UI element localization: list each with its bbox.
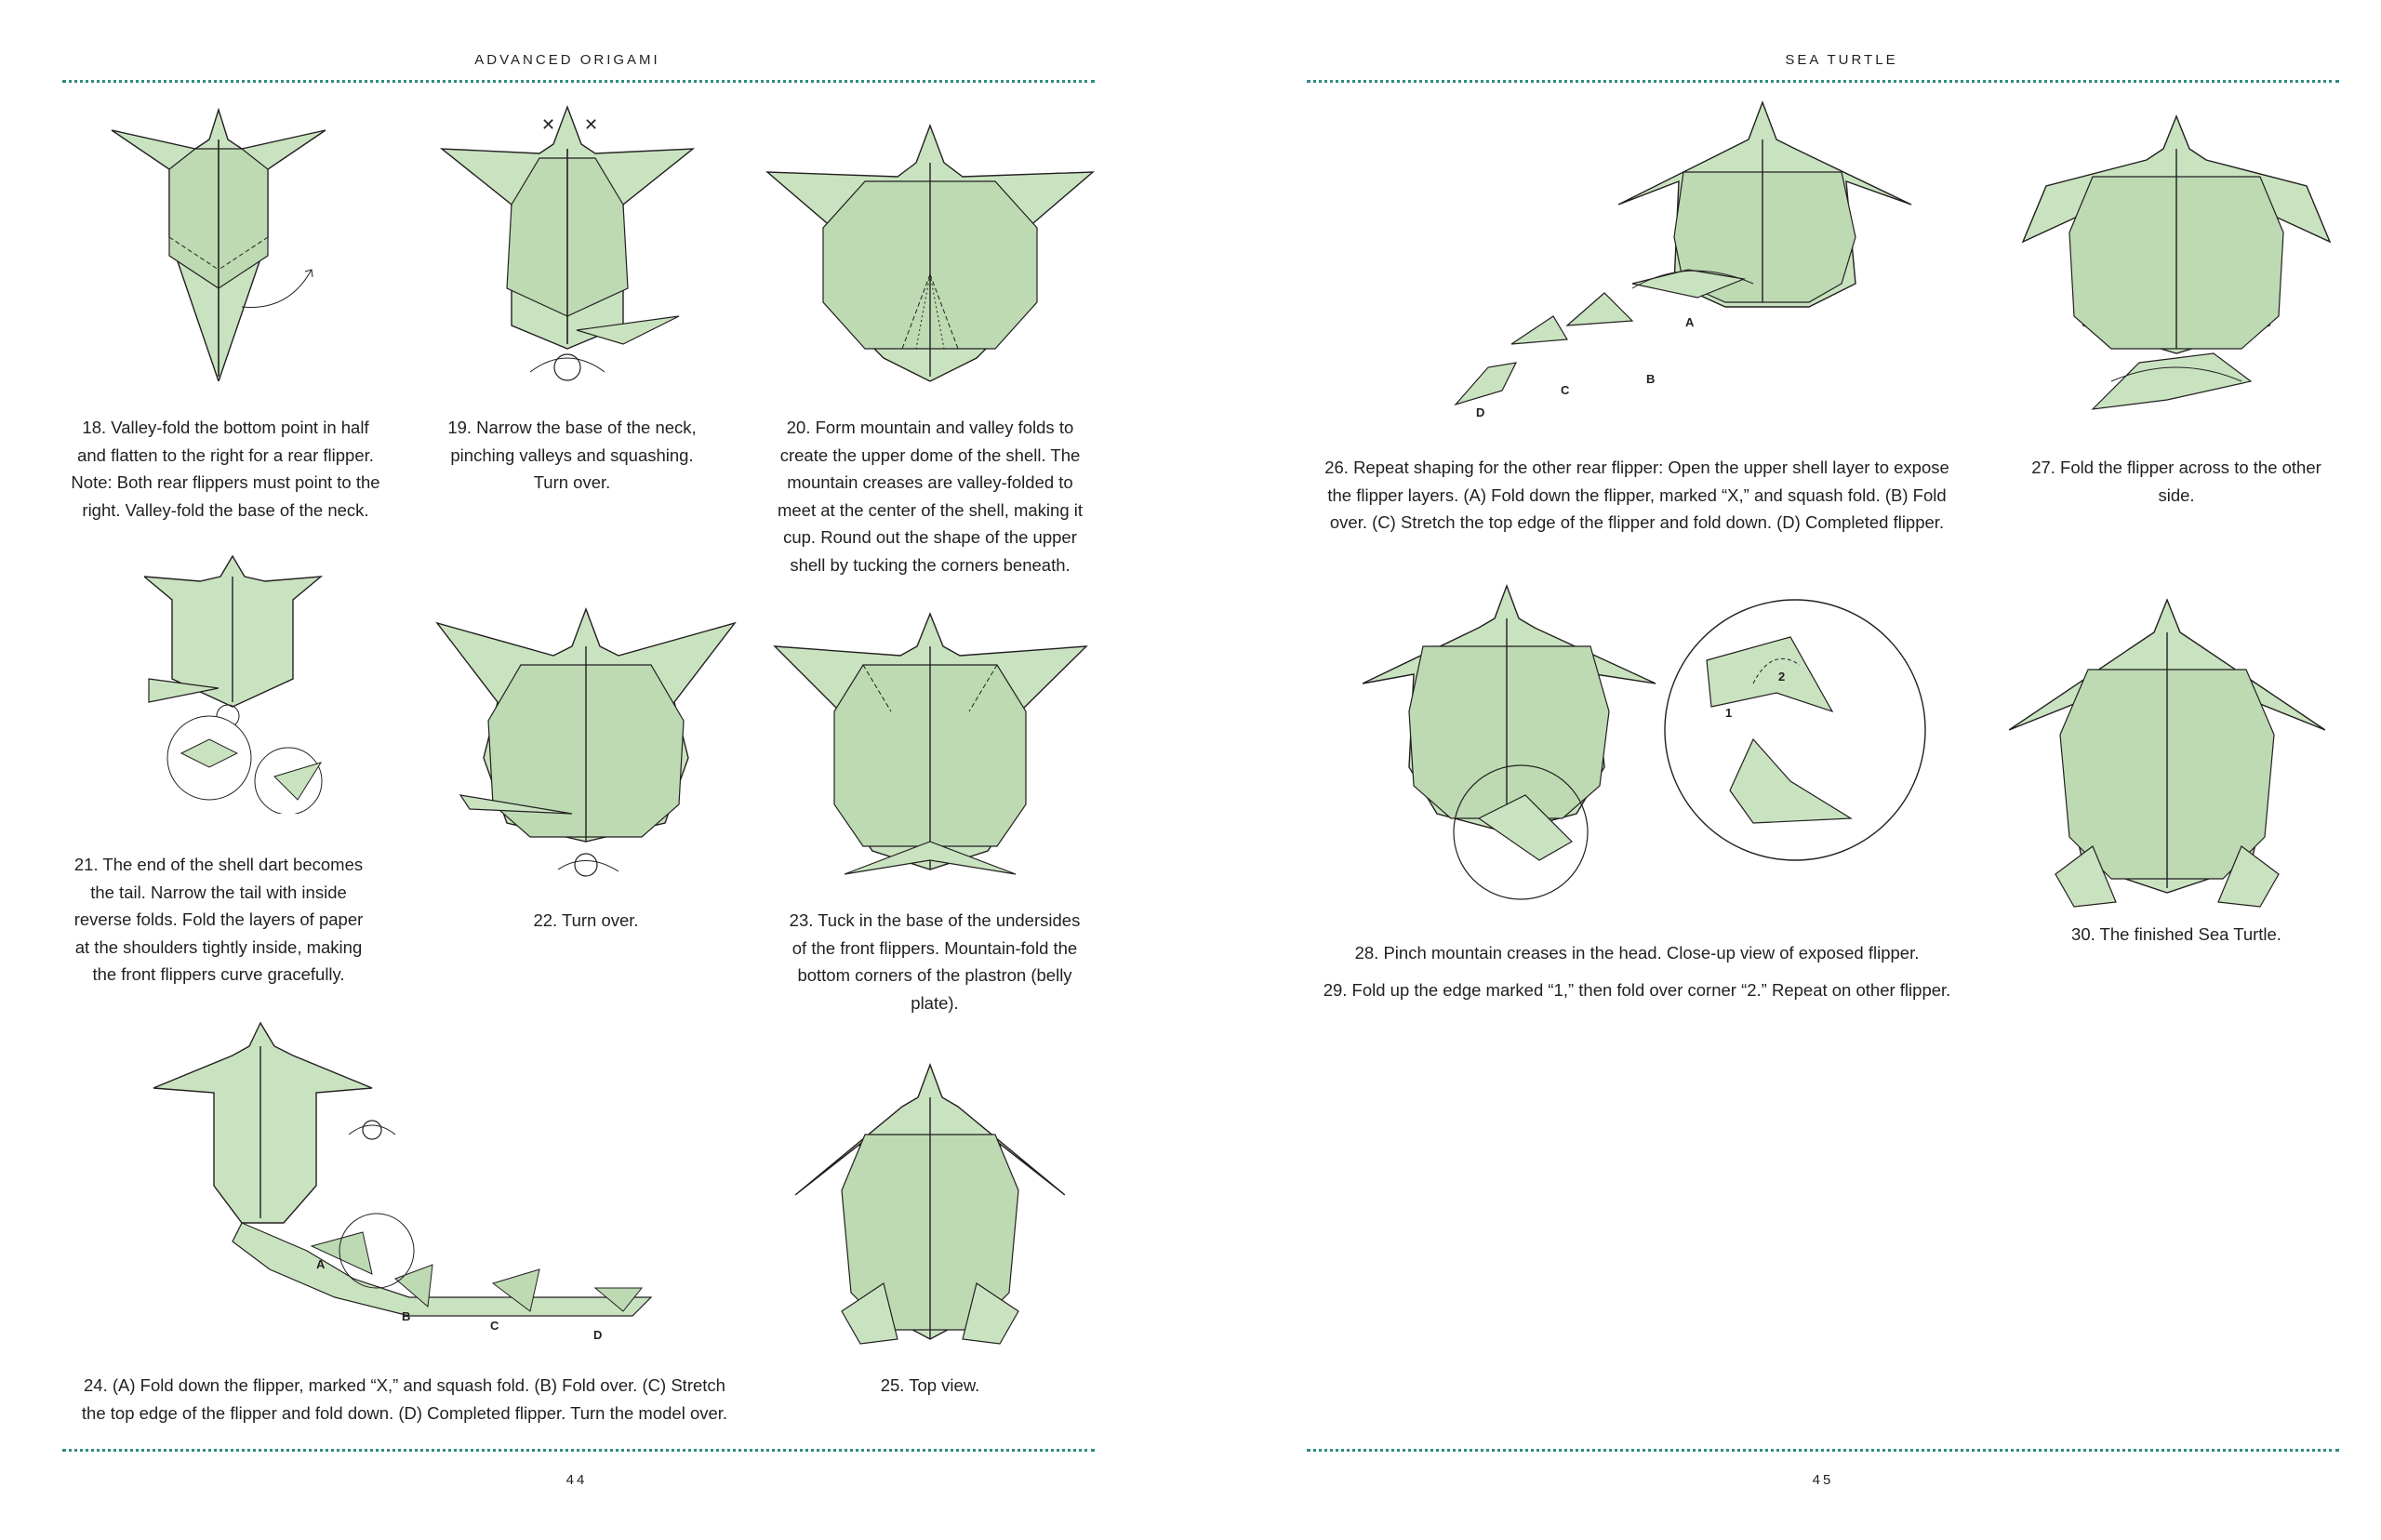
step-20-caption: 20. Form mountain and valley folds to create the upper dome of the shell. The mountain creases are valley-folded to meet at the center of the shell, making it cup. Round out the shape of the upper shell by tucking the corners beneath. (777, 418, 1084, 575)
step-30-caption: 30. The finished Sea Turtle. (2071, 924, 2281, 944)
step-24-label-a: A (316, 1257, 326, 1271)
step-18-caption: 18. Valley-fold the bottom point in half and flatten to the right for a rear flipper. Note: Both rear flippers must point to the right. Valley-fold the base of the neck. (71, 418, 380, 520)
step-30-diagram (2009, 595, 2325, 916)
step-24-label-b: B (402, 1309, 411, 1323)
step-23-caption: 23. Tuck in the base of the undersides of the front flippers. Mountain-fold the bottom corners of the plastron (belly plate). (789, 910, 1081, 1013)
step-29-caption: 29. Fold up the edge marked “1,” then fold over corner “2.” Repeat on other flipper. (1323, 980, 1951, 1000)
step-24-diagram (149, 1018, 670, 1344)
step-28-label-1: 1 (1725, 706, 1733, 720)
step-18-diagram (102, 102, 335, 381)
step-27-diagram (2018, 112, 2334, 418)
header-rule-right (1307, 80, 2339, 83)
step-24-label-d: D (593, 1328, 603, 1342)
footer-rule-right (1307, 1449, 2339, 1452)
step-19-caption: 19. Narrow the base of the neck, pinching valleys and squashing. Turn over. (447, 418, 697, 492)
right-page (1190, 0, 2381, 1540)
page-number-left: 44 (565, 1472, 588, 1488)
step-21-diagram (144, 549, 344, 814)
step-21-caption: 21. The end of the shell dart becomes the tail. Narrow the tail with inside reverse folds. Fold the layers of paper at the shoulders tightly inside, making the front flippers curve gracefully. (73, 855, 364, 984)
step-26-diagram (1446, 98, 1921, 428)
step-26-label-a: A (1685, 315, 1695, 329)
step-24-caption: 24. (A) Fold down the flipper, marked “X,” and squash fold. (B) Fold over. (C) Stretch the top edge of the flipper and fold down. (D) Completed flipper. Turn the model over. (81, 1375, 728, 1423)
running-head-left: ADVANCED ORIGAMI (474, 52, 660, 68)
running-head-right: SEA TURTLE (1785, 52, 1898, 68)
step-26-caption: 26. Repeat shaping for the other rear flipper: Open the upper shell layer to expose the flipper layers. (A) Fold down the flipper, marked “X,” and squash fold. (B) Fold over. (C) Stretch the top edge of the flipper and fold down. (D) Completed flipper. (1324, 458, 1949, 532)
step-23-diagram (770, 609, 1091, 888)
step-28-caption: 28. Pinch mountain creases in the head. Close-up view of exposed flipper. (1354, 943, 1920, 962)
step-22-caption: 22. Turn over. (533, 910, 639, 930)
svg-text:✕: ✕ (541, 115, 556, 134)
step-26-label-d: D (1476, 405, 1485, 419)
step-27-caption: 27. Fold the flipper across to the other side. (2031, 458, 2321, 505)
step-20-diagram (763, 116, 1097, 386)
svg-text:✕: ✕ (584, 115, 599, 134)
page-number-right: 45 (1812, 1472, 1834, 1488)
step-19-diagram (437, 102, 698, 391)
step-26-label-c: C (1561, 383, 1570, 397)
step-28-diagram (1363, 581, 1935, 925)
footer-rule-left (62, 1449, 1095, 1452)
header-rule-left (62, 80, 1095, 83)
step-25-diagram (795, 1060, 1065, 1367)
step-26-label-b: B (1646, 372, 1656, 386)
step-24-label-c: C (490, 1319, 499, 1333)
step-28-label-2: 2 (1778, 670, 1786, 684)
step-22-diagram (432, 600, 739, 879)
left-page (0, 0, 1190, 1540)
step-25-caption: 25. Top view. (880, 1375, 980, 1395)
